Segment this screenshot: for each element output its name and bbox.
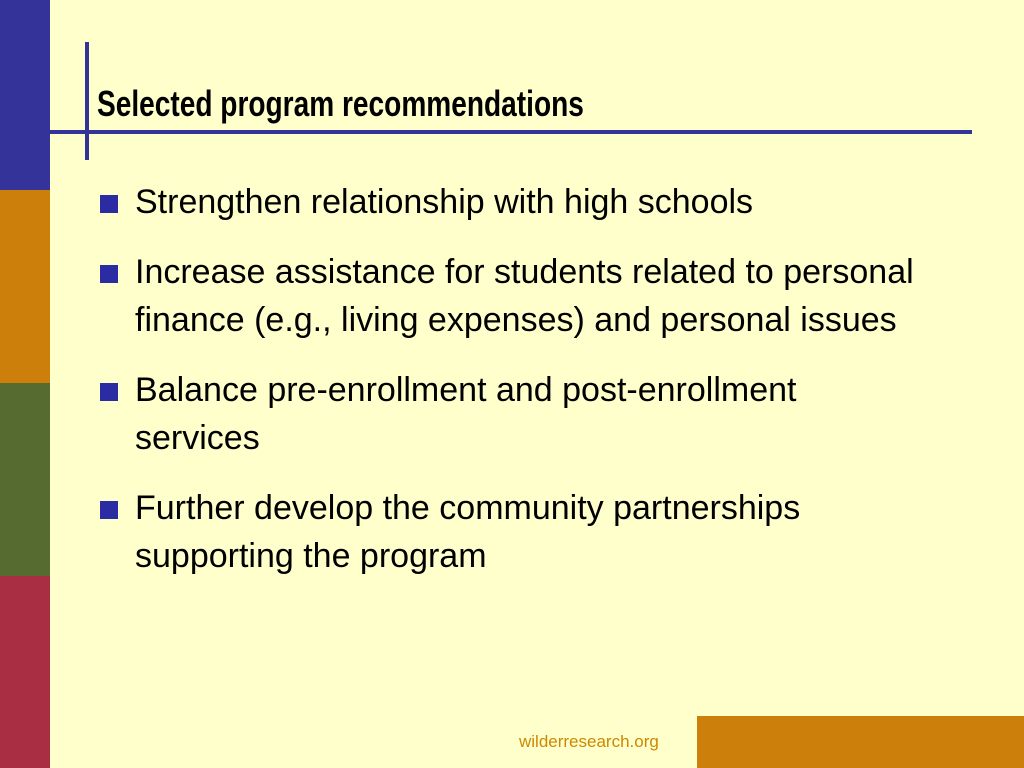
footer-orange-band — [697, 716, 1024, 768]
bullet-text: Strengthen relationship with high schools — [135, 183, 754, 221]
side-bar-green — [0, 383, 50, 576]
bullet-text: Increase assistance for students related to personal finance (e.g., living expenses) and personal issues — [135, 253, 914, 339]
square-bullet-icon — [100, 383, 118, 401]
bullet-text: Further develop the community partnerships supporting the program — [135, 489, 801, 575]
bullet-item — [100, 248, 930, 344]
square-bullet-icon — [100, 195, 118, 213]
square-bullet-icon — [100, 501, 118, 519]
square-bullet-icon — [100, 265, 118, 283]
bullet-list — [100, 178, 930, 602]
footer-url: wilderresearch.org — [519, 732, 659, 751]
bullet-item — [100, 484, 930, 580]
side-bar-blue — [0, 0, 50, 190]
side-bar-orange — [0, 190, 50, 383]
bullet-item — [100, 178, 930, 226]
slide-title: Selected program recommendations — [97, 83, 584, 124]
side-bar-red — [0, 576, 50, 768]
title-vertical-rule — [85, 42, 89, 160]
bullet-text: Balance pre-enrollment and post-enrollment services — [135, 371, 797, 457]
bullet-item — [100, 366, 930, 462]
title-horizontal-rule — [50, 130, 972, 134]
